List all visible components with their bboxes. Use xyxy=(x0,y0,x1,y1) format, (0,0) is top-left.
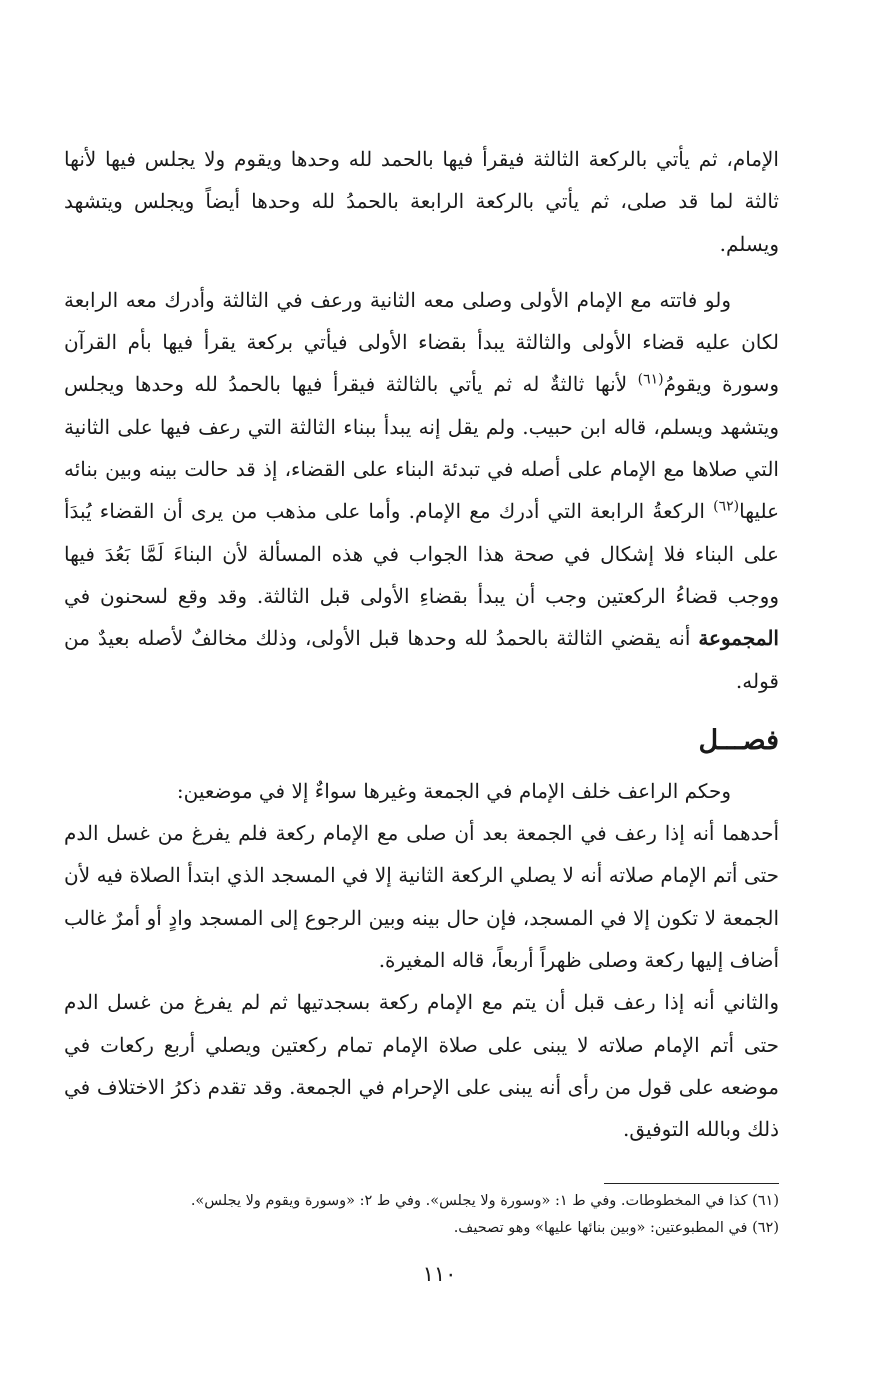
section-heading: فصـــل xyxy=(698,724,779,756)
paragraph-3: وحكم الراعف خلف الإمام في الجمعة وغيرها سواءٌ إلا في موضعين: xyxy=(176,778,731,803)
footnote-divider xyxy=(604,1183,779,1184)
footnote-ref-62: (٦٢) xyxy=(713,498,740,515)
paragraph-2-part-1: ولو فاتته مع الإمام الأولى وصلى معه الثانية ورعف في الثالثة وأدرك معه الرابعة لكان عليه قضاء الأولى والثالثة يبدأ بقضاء الأولى فيأتي بركعة يقرأ فيها بأم القرآن وسورة ويقومُ xyxy=(64,287,779,397)
footnotes xyxy=(64,1188,779,1242)
footnote-ref-61: (٦١) xyxy=(637,371,664,388)
paragraph-1: الإمام، ثم يأتي بالركعة الثالثة فيقرأ فيها بالحمد لله وحدها ويقوم ولا يجلس فيها لأنها ثالثة لما قد صلى، ثم يأتي بالركعة الرابعة بالحمدُ لله وحدها أيضاً ويجلس ويتشهد ويسلم. xyxy=(64,147,779,256)
footnote-62: (٦٢) في المطبوعتين: «وبين بنائها عليها» وهو تصحيف. xyxy=(453,1220,779,1236)
footnote-61: (٦١) كذا في المخطوطات. وفي ط ١: «وسورة ولا يجلس». وفي ط ٢: «وسورة ويقوم ولا يجلس». xyxy=(190,1193,779,1209)
paragraph-2-part-2: لأنها ثالثةٌ له ثم يأتي بالثالثة فيقرأ فيها بالحمدُ لله وحدها ويجلس ويتشهد ويسلم، قاله ابن حبيب. ولم يقل إنه يبدأ ببناء الثالثة التي رعف فيها على الثانية التي صلاها مع الإمام على أصله في تبدئة البناء على القضاء، إذ قد حالت بينه وبين بنائه عليها xyxy=(64,372,779,524)
paragraph-4: أحدهما أنه إذا رعف في الجمعة بعد أن صلى مع الإمام ركعة فلم يفرغ من غسل الدم حتى أتم الإمام صلاته أنه لا يصلي الركعة الثانية إلا في المسجد الذي ابتدأ الصلاة فيه لأن الجمعة لا تكون إلا في المسجد، فإن حال بينه وبين الرجوع إلى المسجد وادٍ أو أمرٌ غالب أضاف إليها ركعة وصلى ظهراً أربعاً، قاله المغيرة. xyxy=(64,821,779,973)
paragraph-2-part-4: أنه يقضي الثالثة بالحمدُ لله وحدها قبل الأولى، وذلك مخالفٌ لأصله بعيدٌ من قوله. xyxy=(64,626,779,693)
main-text xyxy=(64,138,779,1151)
paragraph-2 xyxy=(64,279,779,702)
paragraph-5: والثاني أنه إذا رعف قبل أن يتم مع الإمام ركعة بسجدتيها ثم لم يفرغ من غسل الدم حتى أتم الإمام صلاته لا يبنى على صلاة الإمام تمام ركعتين ويصلي أربع ركعات في موضعه على قول من رأى أنه يبنى على الإحرام في الجمعة. وقد تقدم ذكرُ الاختلاف في ذلك وبالله التوفيق. xyxy=(64,990,779,1142)
paragraph-2-part-3: الركعةُ الرابعة التي أدرك مع الإمام. وأما على مذهب من يرى أن القضاء يُبدَأ على البناء فلا إشكال في صحة هذا الجواب في هذه المسألة لأن البناءَ لَمَّا بَعُدَ فيها ووجب قضاءُ الركعتين وجب أن يبدأ بقضاءِ الأولى قبل الثالثة. وقد وقع لسحنون في xyxy=(64,499,779,608)
book-title-majmua: المجموعة xyxy=(698,626,779,651)
page-number: ١١٠ xyxy=(422,1262,457,1286)
